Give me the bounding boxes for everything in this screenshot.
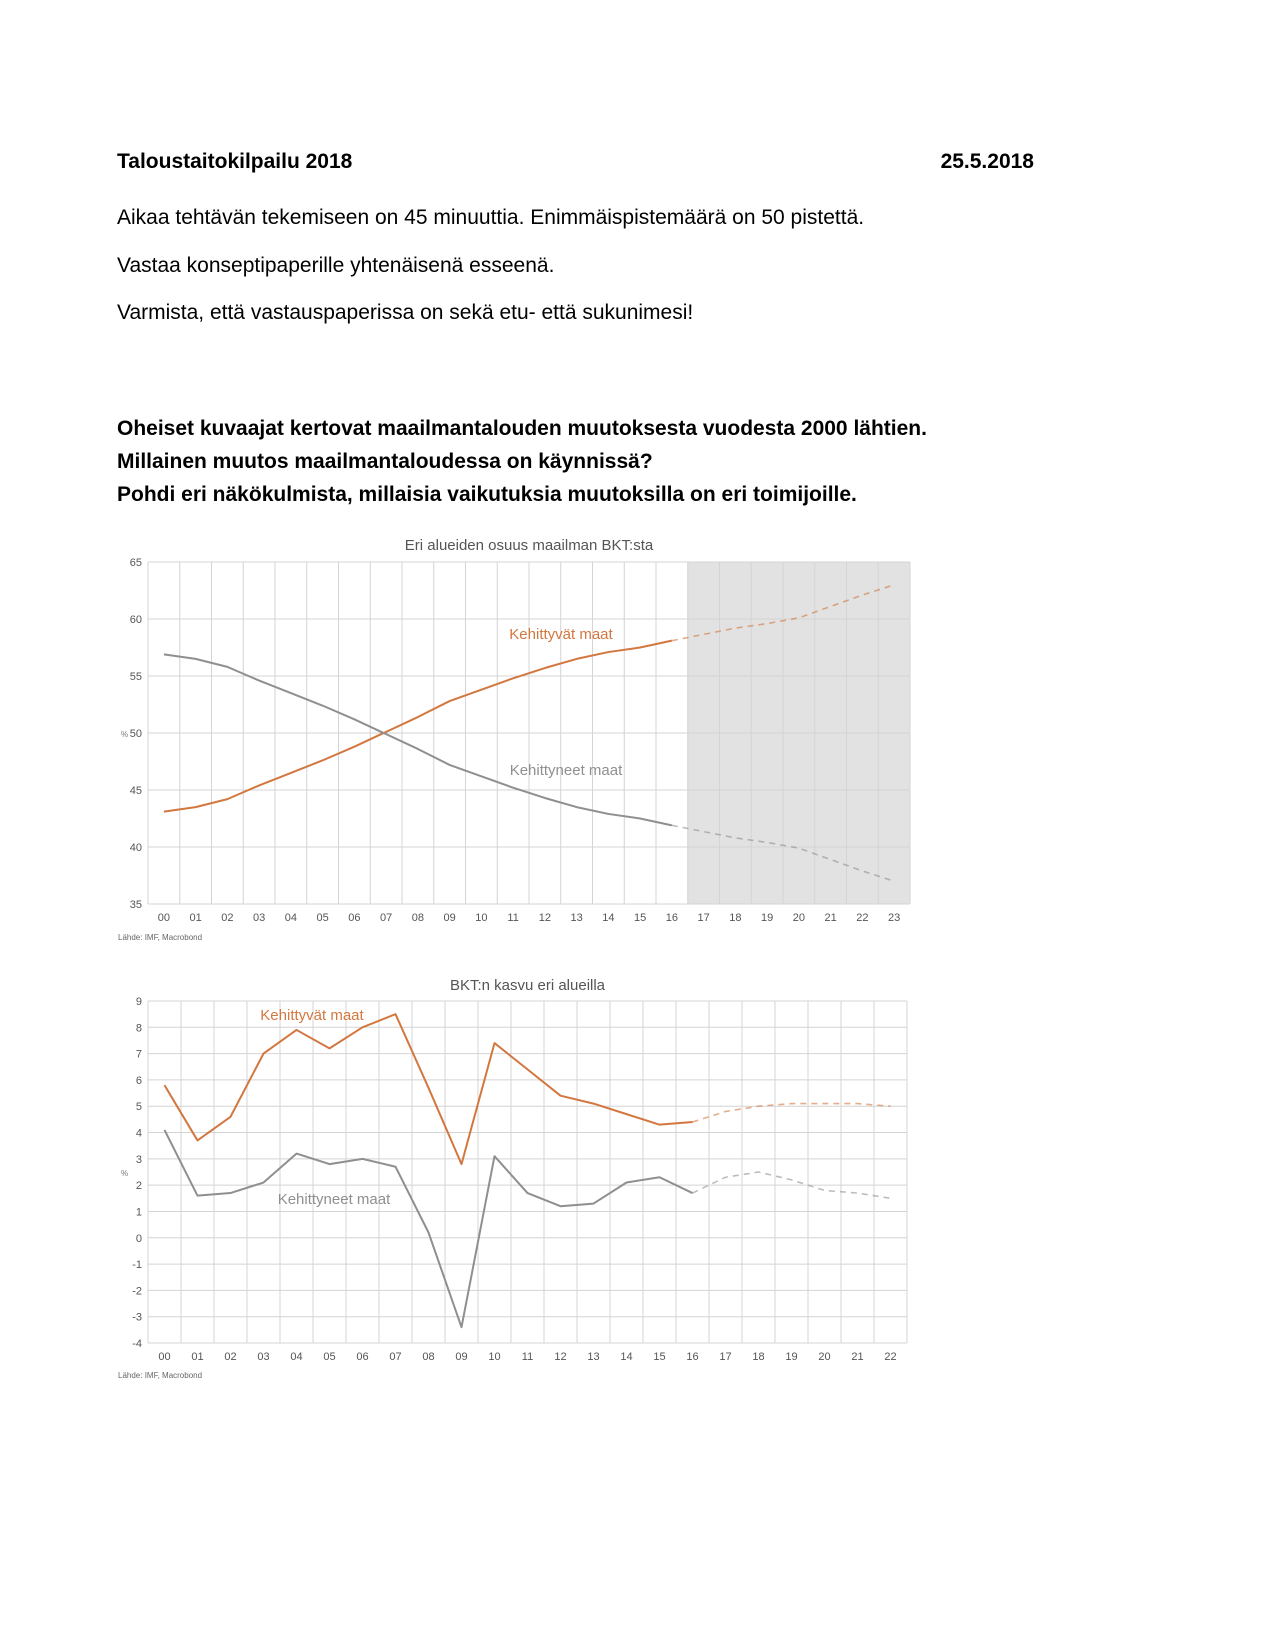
x-tick-label: 16: [665, 912, 678, 924]
x-tick-label: 16: [686, 1351, 699, 1363]
y-tick-label: 40: [129, 842, 142, 854]
task-line: Pohdi eri näkökulmista, millaisia vaikutuksia muutoksilla on eri toimijoille.: [117, 483, 857, 506]
y-axis-label: %: [121, 1169, 129, 1178]
y-tick-label: 5: [135, 1101, 142, 1114]
x-tick-label: 17: [697, 912, 710, 924]
x-tick-label: 14: [620, 1351, 633, 1363]
x-tick-label: 18: [752, 1351, 765, 1363]
document-title: Taloustaitokilpailu 2018: [117, 150, 353, 173]
y-tick-label: 50: [129, 728, 142, 740]
series-label: Kehittyneet maat: [277, 1191, 391, 1208]
series-line-actual: [165, 1130, 693, 1327]
x-tick-label: 13: [587, 1351, 600, 1363]
x-tick-label: 13: [570, 912, 583, 924]
series-line-actual: [165, 1014, 693, 1164]
task-line: Millainen muutos maailmantaloudessa on käynnissä?: [117, 450, 653, 473]
x-tick-label: 06: [356, 1351, 369, 1363]
x-tick-label: 11: [507, 912, 519, 924]
x-tick-label: 03: [253, 912, 266, 924]
x-tick-label: 09: [443, 912, 456, 924]
x-tick-label: 10: [488, 1351, 501, 1363]
y-tick-label: 6: [135, 1074, 142, 1087]
x-tick-label: 05: [316, 912, 329, 924]
x-tick-label: 04: [284, 912, 297, 924]
y-tick-label: 0: [135, 1232, 142, 1245]
y-tick-label: 55: [129, 671, 142, 683]
x-tick-label: 18: [729, 912, 742, 924]
x-tick-label: 15: [634, 912, 647, 924]
x-tick-label: 04: [290, 1351, 303, 1363]
y-tick-label: 60: [129, 614, 142, 626]
y-tick-label: 4: [135, 1127, 142, 1140]
y-axis-label: %: [121, 730, 129, 739]
task-prompt: [117, 412, 927, 511]
x-tick-label: 02: [221, 912, 234, 924]
instruction-time: Aikaa tehtävän tekemiseen on 45 minuuttia. Enimmäispistemäärä on 50 pistettä.: [117, 206, 865, 229]
y-tick-label: -2: [132, 1285, 142, 1298]
x-tick-label: 05: [323, 1351, 336, 1363]
series-label: Kehittyneet maat: [509, 762, 623, 779]
x-tick-label: 01: [191, 1351, 204, 1363]
instruction-essay: Vastaa konseptipaperille yhtenäisenä esseenä.: [117, 254, 555, 277]
gdp-share-chart: [115, 533, 960, 978]
series-label: Kehittyvät maat: [260, 1007, 364, 1024]
y-tick-label: 65: [129, 557, 142, 569]
y-tick-label: 3: [135, 1153, 142, 1166]
x-tick-label: 12: [538, 912, 551, 924]
x-tick-label: 11: [521, 1351, 534, 1363]
chart-title: Eri alueiden osuus maailman BKT:sta: [404, 537, 654, 554]
document-header: [117, 150, 1034, 178]
y-tick-label: 35: [129, 899, 142, 911]
gdp-growth-chart: [115, 972, 960, 1417]
x-tick-label: 03: [257, 1351, 270, 1363]
x-tick-label: 20: [818, 1351, 831, 1363]
series-label: Kehittyvät maat: [509, 626, 613, 643]
x-tick-label: 01: [189, 912, 202, 924]
y-tick-label: -1: [132, 1259, 142, 1272]
y-tick-label: 45: [129, 785, 142, 797]
y-tick-label: 7: [135, 1048, 142, 1061]
y-tick-label: 1: [135, 1206, 142, 1219]
x-tick-label: 19: [785, 1351, 798, 1363]
x-tick-label: 17: [719, 1351, 732, 1363]
x-tick-label: 21: [851, 1351, 864, 1363]
x-tick-label: 14: [602, 912, 615, 924]
chart-source: Lähde: IMF, Macrobond: [118, 933, 203, 942]
x-tick-label: 21: [824, 912, 837, 924]
y-tick-label: 8: [135, 1022, 142, 1035]
instruction-name: Varmista, että vastauspaperissa on sekä etu- että sukunimesi!: [117, 301, 694, 324]
x-tick-label: 09: [455, 1351, 468, 1363]
x-tick-label: 08: [411, 912, 424, 924]
chart-title: BKT:n kasvu eri alueilla: [449, 977, 606, 994]
x-tick-label: 20: [792, 912, 805, 924]
document-date: 25.5.2018: [940, 150, 1034, 173]
x-tick-label: 02: [224, 1351, 237, 1363]
y-tick-label: -3: [132, 1311, 142, 1324]
x-tick-label: 07: [389, 1351, 402, 1363]
x-tick-label: 00: [157, 912, 170, 924]
x-tick-label: 06: [348, 912, 361, 924]
series-line-actual: [164, 641, 672, 812]
x-tick-label: 22: [856, 912, 869, 924]
chart-source: Lähde: IMF, Macrobond: [118, 1371, 203, 1380]
x-tick-label: 10: [475, 912, 488, 924]
x-tick-label: 00: [158, 1351, 171, 1363]
y-tick-label: 9: [135, 996, 142, 1008]
series-line-actual: [164, 654, 672, 825]
y-tick-label: -4: [132, 1338, 142, 1350]
x-tick-label: 23: [888, 912, 901, 924]
x-tick-label: 07: [380, 912, 393, 924]
x-tick-label: 19: [761, 912, 774, 924]
x-tick-label: 15: [653, 1351, 666, 1363]
task-line: Oheiset kuvaajat kertovat maailmantalouden muutoksesta vuodesta 2000 lähtien.: [117, 417, 927, 440]
y-tick-label: 2: [135, 1180, 142, 1193]
x-tick-label: 08: [422, 1351, 435, 1363]
x-tick-label: 12: [554, 1351, 567, 1363]
x-tick-label: 22: [884, 1351, 897, 1363]
